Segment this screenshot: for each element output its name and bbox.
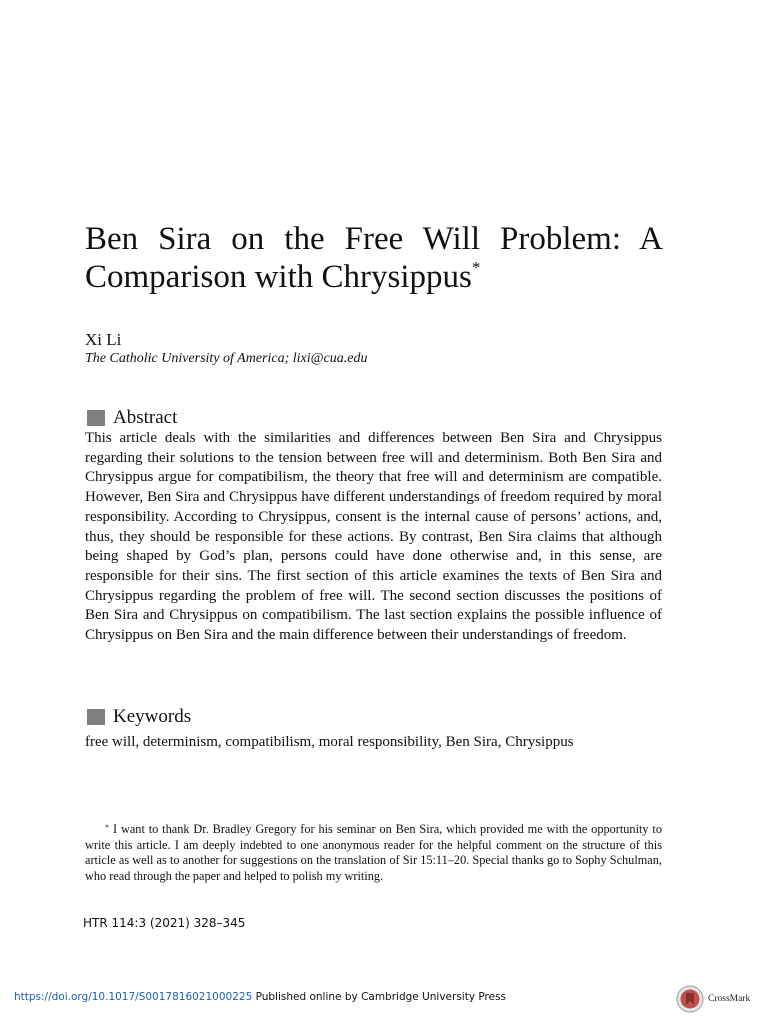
article-title (85, 220, 663, 296)
section-square-icon (87, 709, 105, 725)
journal-citation: HTR 114:3 (2021) 328–345 (83, 916, 246, 930)
title-footnote-mark[interactable]: * (471, 258, 481, 277)
abstract-heading-label: Abstract (113, 407, 178, 428)
doi-link[interactable]: https://doi.org/10.1017/S0017816021000225 (14, 991, 253, 1003)
author-name: Xi Li (85, 330, 122, 349)
keywords-heading (87, 706, 191, 728)
published-online-text: Published online by Cambridge University Press (255, 991, 507, 1003)
footnote-text: I want to thank Dr. Bradley Gregory for his seminar on Ben Sira, which provided me with the opportunity to write this article. I am deeply indebted to one anonymous reader for the helpful comment on the structure of this article as well as to another for suggestions on the translation of Sir 15:11–20. Special thanks go to Sophy Schulman, who read through the paper and helped to polish my writing. (85, 822, 662, 884)
keywords-text: free will, determinism, compatibilism, moral responsibility, Ben Sira, Chrysippus (85, 734, 574, 750)
article-title-text: Ben Sira on the Free Will Problem: A Comparison with Chrysippus (85, 221, 663, 295)
crossmark-icon (676, 985, 704, 1013)
footer-bar (14, 990, 506, 1004)
section-square-icon (87, 410, 105, 426)
abstract-text: This article deals with the similarities and differences between Ben Sira and Chrysippus regarding their solutions to the tension between free will and determinism. Both Ben Sira and Chrysippus argue for compatibilism, the theory that free will and determinism are compatible. However, Ben Sira and Chrysippus have different understandings of freedom required by moral responsibility. According to Chrysippus, consent is the internal cause of persons’ actions, and, thus, they should be responsible for these actions. By contrast, Ben Sira claims that although being shaped by God’s plan, persons could have done otherwise and, in this sense, are responsible for their sins. The first section of this article examines the texts of Ben Sira and Chrysippus regarding the problem of free will. The second section discusses the positions of Ben Sira and Chrysippus on compatibilism. The last section explains the possible influence of Chrysippus on Ben Sira and the main difference between their understandings of freedom. (85, 430, 662, 644)
crossmark-label: CrossMark (708, 994, 751, 1004)
footnote-mark: * (105, 823, 109, 832)
abstract-heading (87, 407, 177, 429)
footnote (85, 820, 662, 885)
author-affiliation: The Catholic University of America; lixi@cua.edu (85, 351, 368, 366)
keywords-heading-label: Keywords (113, 706, 192, 727)
crossmark-badge[interactable] (676, 985, 750, 1013)
